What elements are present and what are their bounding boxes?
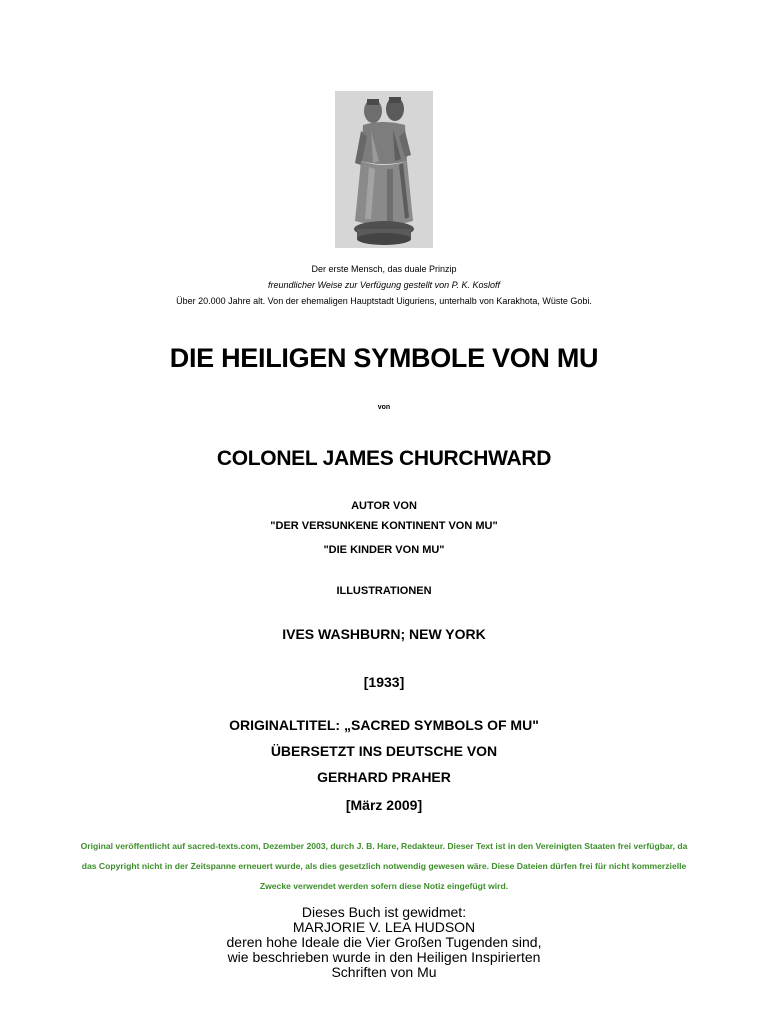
dedication-line-3: deren hohe Ideale die Vier Großen Tugenden sind, <box>226 934 542 950</box>
statue-photo-icon <box>335 91 433 248</box>
dedication-line-5: Schriften von Mu <box>331 964 437 980</box>
statue-photo <box>335 91 433 248</box>
dedication <box>0 905 768 980</box>
caption-line-2: freundlicher Weise zur Verfügung gestellt von P. K. Kosloff <box>268 280 500 290</box>
translation-date: [März 2009] <box>345 797 423 813</box>
author-of-label: AUTOR VON <box>351 500 417 512</box>
dedication-line-4: wie beschrieben wurde in den Heiligen Inspirierten <box>227 949 541 965</box>
copyright-notice: Original veröffentlicht auf sacred-texts.com, Dezember 2003, durch J. B. Hare, Redakteur. Dieser Text ist in den Vereinigten Staaten frei verfügbar, da das Copyright nicht in der Zeitspanne erneuert wurde, als dies gesetzlich notwendig gewesen wäre. Diese Dateien dürfen frei für nicht kommerzielle Zwecke verwendet werden sofern diese Notiz eingefügt wird. <box>80 841 688 891</box>
by-label: von <box>377 404 391 411</box>
previous-book-1: "DER VERSUNKENE KONTINENT VON MU" <box>270 520 498 532</box>
translator-name: GERHARD PRAHER <box>317 769 451 785</box>
dedication-line-2: MARJORIE V. LEA HUDSON <box>292 919 476 935</box>
previous-book-2: "DIE KINDER VON MU" <box>323 544 445 556</box>
publisher: IVES WASHBURN; NEW YORK <box>282 626 486 642</box>
dedication-line-1: Dieses Buch ist gewidmet: <box>301 904 467 920</box>
publication-year: [1933] <box>363 674 405 690</box>
author-name: COLONEL JAMES CHURCHWARD <box>216 447 552 470</box>
illustrations-label: ILLUSTRATIONEN <box>336 585 432 597</box>
book-title: DIE HEILIGEN SYMBOLE VON MU <box>169 343 599 373</box>
caption-line-1: Der erste Mensch, das duale Prinzip <box>311 264 457 274</box>
translated-by-label: ÜBERSETZT INS DEUTSCHE VON <box>270 743 498 759</box>
caption-line-3: Über 20.000 Jahre alt. Von der ehemaligen Hauptstadt Uiguriens, unterhalb von Karakhota, Wüste Gobi. <box>176 296 592 306</box>
original-title: ORIGINALTITEL: „SACRED SYMBOLS OF MU" <box>229 717 539 733</box>
